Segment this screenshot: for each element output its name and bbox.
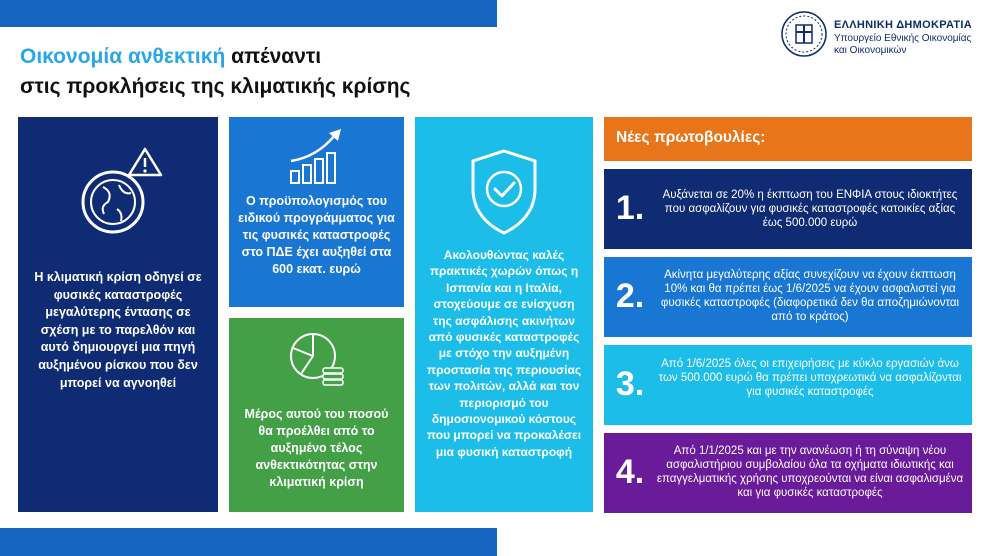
growth-chart-icon — [287, 127, 347, 187]
initiative-number: 4. — [615, 453, 645, 491]
title-line2: στις προκλήσεις της κλιματικής κρίσης — [20, 75, 411, 98]
initiative-item-3 — [604, 345, 972, 425]
top-accent-bar — [0, 0, 497, 27]
part-text: Μέρος αυτού του ποσού θα προέλθει από το αυξημένο τέλος ανθεκτικότητας στην κλιματική κρίση — [244, 407, 389, 489]
bottom-accent-bar — [0, 528, 497, 556]
logo-line1: ΕΛΛΗΝΙΚΗ ΔΗΜΟΚΡΑΤΙΑ — [834, 19, 972, 31]
initiative-item-2 — [604, 257, 972, 337]
logo-line2 — [834, 33, 971, 57]
title-highlight: Οικονομία ανθεκτική — [20, 45, 226, 68]
logo-ministry-2: και Οικονομικών — [834, 45, 907, 56]
climate-crisis-card — [18, 117, 218, 512]
practices-text: Ακολουθώντας καλές πρακτικές χωρών όπως η Ισπανία και η Ιταλία, στοχεύουμε σε ενίσχυση της ασφάλισης ακινήτων από φυσικές καταστροφές με στόχο την αυξημένη προστασία της περιουσίας των πολιτών, αλλά και τον περιορισμό του δημοσιονομικού κόστους που μπορεί να προκαλέσει μια φυσική καταστροφή — [426, 248, 582, 459]
climate-text: Η κλιματική κρίση οδηγεί σε φυσικές καταστροφές μεγαλύτερης έντασης σε σχέση με το παρελθόν και αυτό δημιουργεί μια πηγή αυξημένου ρίσκου που δεν μπορεί να αγνοηθεί — [34, 270, 202, 390]
initiative-number: 2. — [615, 277, 645, 315]
initiative-item-1 — [604, 169, 972, 249]
resilience-fee-card — [229, 318, 404, 512]
shield-check-icon — [467, 147, 541, 237]
initiative-number: 3. — [615, 365, 645, 403]
good-practices-card — [415, 117, 593, 512]
initiative-text: Ακίνητα μεγαλύτερης αξίας συνεχίζουν να έχουν έκπτωση 10% και θα πρέπει έως 1/6/2025 να έχουν ασφαλιστεί για φυσικές καταστροφές (διαφορετικά δεν θα αποζημιώνονται από το κράτος) — [660, 269, 960, 323]
initiative-text: Από 1/1/2025 και με την ανανέωση ή τη σύναψη νέου ασφαλιστήριου συμβολαίου όλα τα οχήματα ιδιωτικής και επαγγελματικής χρήσης υποχρεούνται να είναι ασφαλισμένα και για φυσικές καταστροφές — [656, 445, 964, 499]
ministry-logo — [780, 10, 980, 60]
title-rest: απέναντι — [231, 45, 322, 68]
globe-warning-icon — [73, 147, 168, 242]
budget-card — [229, 117, 404, 307]
initiative-number: 1. — [615, 189, 645, 227]
budget-text: Ο προϋπολογισμός του ειδικού προγράμματος για τις φυσικές καταστροφές στο ΠΔΕ έχει αυξηθεί στα 600 εκατ. ευρώ — [238, 194, 395, 276]
initiative-text: Από 1/6/2025 όλες οι επιχειρήσεις με κύκλο εργασιών άνω των 500.000 ευρώ θα πρέπει υποχρεωτικά να ασφαλίζονται για φυσικές καταστροφές — [658, 358, 962, 398]
initiative-text: Αυξάνεται σε 20% η έκπτωση του ΕΝΦΙΑ στους ιδιοκτήτες που ασφαλίζουν για φυσικές καταστροφές κατοικίες αξίας έως 500.000 ευρώ — [662, 189, 958, 229]
logo-ministry: Υπουργείο Εθνικής Οικονομίας — [834, 33, 972, 44]
pie-coins-icon — [287, 328, 347, 390]
greek-seal-icon — [780, 10, 828, 58]
page-title — [20, 42, 580, 102]
initiatives-heading: Νέες πρωτοβουλίες: — [604, 117, 972, 161]
initiative-item-4 — [604, 433, 972, 513]
